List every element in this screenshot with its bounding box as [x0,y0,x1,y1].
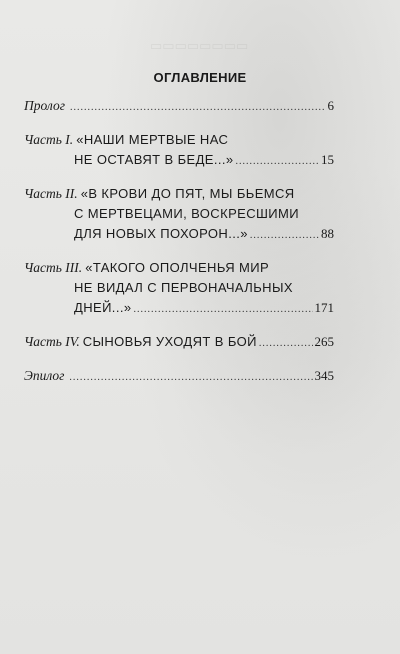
toc-line [24,150,334,172]
toc-line [24,184,334,204]
entry-label: Часть I. [24,132,74,147]
entry-label: Часть II. [24,186,78,201]
toc-entry-part-4 [24,332,334,354]
entry-label: Эпилог [24,368,65,383]
toc-line [24,258,334,278]
toc-line [24,130,334,150]
toc-line [24,204,334,224]
dot-leader [236,152,319,172]
dot-leader [250,226,319,246]
page-number: 171 [314,300,334,315]
toc-entry-part-2 [24,184,334,246]
toc-line [24,224,334,246]
toc-line [24,278,334,298]
entry-title-line: НЕ ВИДАЛ С ПЕРВОНАЧАЛЬНЫХ [74,280,293,295]
page-title: ОГЛАВЛЕНИЕ [153,70,247,85]
dot-leader [69,368,312,388]
entry-title-line: СЫНОВЬЯ УХОДЯТ В БОЙ [82,334,257,349]
page-number: 265 [314,334,334,349]
toc-line [24,366,334,388]
toc-line [24,298,334,320]
entry-title-line: ДЛЯ НОВЫХ ПОХОРОН...» [74,226,248,241]
entry-title-line: НЕ ОСТАВЯТ В БЕДЕ...» [74,152,234,167]
toc-entry-part-3 [24,258,334,320]
show-through-text: ▭▭▭▭▭▭▭▭ [150,38,249,53]
entry-title-line: ДНЕЙ...» [74,300,132,315]
page-number: 15 [321,152,334,167]
toc-entry-epilogue [24,366,334,388]
entry-label: Часть IV. [24,334,80,349]
page-number: 88 [321,226,334,241]
entry-title-line: «ТАКОГО ОПОЛЧЕНЬЯ МИР [85,260,270,275]
toc-line [24,332,334,354]
dot-leader [259,334,313,354]
page-number: 6 [327,98,334,113]
dot-leader [70,98,326,118]
entry-title-line: «В КРОВИ ДО ПЯТ, МЫ БЬЕМСЯ [80,186,295,201]
entry-title-line: «НАШИ МЕРТВЫЕ НАС [76,132,229,147]
entry-title-line: С МЕРТВЕЦАМИ, ВОСКРЕСШИМИ [74,206,300,221]
dot-leader [133,300,312,320]
toc-entry-prologue [24,96,334,118]
toc-line [24,96,334,118]
entry-label: Часть III. [24,260,83,275]
table-of-contents [24,96,334,400]
entry-label: Пролог [24,98,65,113]
toc-entry-part-1 [24,130,334,172]
page-number: 345 [314,368,334,383]
